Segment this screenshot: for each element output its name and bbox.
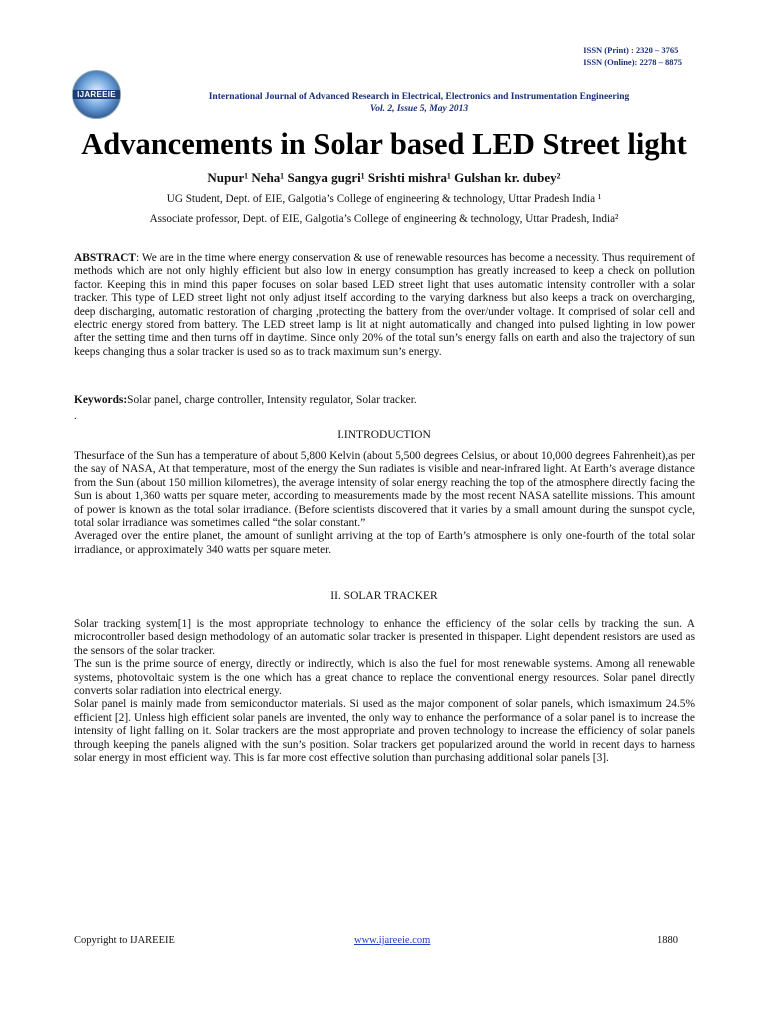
keywords	[74, 394, 695, 407]
abstract-text: : We are in the time where energy conservation & use of renewable resources has become a necessity. Thus requirement of methods which are not only highly efficient but also low in energy consumption has greatly increased to keep a check on pollution factor. Keeping this in mind this paper focuses on solar based LED street light that uses automatic intensity controller with a solar tracker. This type of LED street light not only adjust itself according to the varying darkness but also keeps a track on overcharging, deep discharging, automatic restoration of charging ,protecting the battery from the over/under voltage. It comprised of solar cell and electric energy stored from battery. The LED street lamp is lit at night automatically and changed into pulsed lighting in low power after the setting time and then turns off in daytime. Since only 20% of the total sun’s energy falls on earth and also the trajectory of sun keeps changing thus a solar tracker is used so as to track maximum sun’s energy.	[74, 252, 695, 358]
issn-block	[583, 44, 682, 68]
footer-url-link[interactable]: www.ijareeie.com	[354, 935, 431, 946]
journal-header	[130, 91, 708, 115]
journal-logo	[72, 70, 121, 119]
solar-tracker-paragraph: The sun is the prime source of energy, directly or indirectly, which is also the fuel for most renewable systems. Among all renewable systems, photovoltaic system is the one which has a great chance to replace the conventional energy resources. Solar panel directly converts solar radiation into electrical energy.	[74, 658, 695, 698]
section-heading-introduction: I.INTRODUCTION	[337, 429, 431, 441]
stray-dot: .	[74, 410, 77, 422]
abstract	[74, 252, 695, 359]
issn-print: ISSN (Print) : 2320 – 3765	[583, 45, 679, 55]
keywords-label: Keywords:	[74, 394, 128, 406]
author-list: Nupur¹ Neha¹ Sangya gugri¹ Srishti mishra¹ Gulshan kr. dubey²	[207, 170, 561, 185]
introduction-body	[74, 450, 695, 557]
footer-copyright: Copyright to IJAREEIE	[74, 935, 175, 946]
logo-text: IJAREEIE	[73, 90, 120, 99]
solar-tracker-paragraph: Solar panel is mainly made from semiconductor materials. Si used as the major component of solar panels, which ismaximum 24.5% efficient [2]. Unless high efficient solar panels are invented, the only way to enhance the performance of a solar panel is to increase the intensity of light falling on it. Solar trackers are the most appropriate and proven technology to increase the efficiency of solar panels through keeping the panels aligned with the sun’s position. Solar trackers get popularized around the world in recent days to harness solar energy in most efficient way. This is far more cost effective solution than purchasing additional solar panels [3].	[74, 698, 695, 765]
introduction-paragraph: Averaged over the entire planet, the amount of sunlight arriving at the top of Earth’s atmosphere is only one-fourth of the total solar irradiance, or approximately 340 watts per square meter.	[74, 530, 695, 556]
abstract-label: ABSTRACT	[74, 252, 137, 264]
solar-tracker-paragraph: Solar tracking system[1] is the most appropriate technology to enhance the efficiency of the solar cells by tracking the sun. A microcontroller based design methodology of an automatic solar tracker is presented in thispaper. Light dependent resistors are used as the sensors of the solar tracker.	[74, 618, 695, 657]
keywords-text: Solar panel, charge controller, Intensity regulator, Solar tracker.	[127, 394, 417, 406]
section-heading-solar-tracker: II. SOLAR TRACKER	[330, 590, 438, 602]
journal-name: International Journal of Advanced Research in Electrical, Electronics and Instrumentation Engineering	[208, 92, 630, 102]
introduction-paragraph: Thesurface of the Sun has a temperature of about 5,800 Kelvin (about 5,500 degrees Celsius, or about 10,000 degrees Fahrenheit),as per the say of NASA, At that temperature, most of the energy the Sun radiates is visible and near-infrared light. At Earth’s average distance from the Sun (about 150 million kilometres), the average intensity of solar energy reaching the top of the atmosphere directly facing the Sun is about 1,360 watts per square meter, according to measurements made by the most recent NASA satellite missions. This amount of power is known as the total solar irradiance. (Before scientists discovered that it varies by a small amount during the sunspot cycle, total solar irradiance was sometimes called “the solar constant.”	[74, 450, 695, 530]
solar-tracker-body	[74, 618, 695, 765]
affiliation-2: Associate professor, Dept. of EIE, Galgotia’s College of engineering & technology, Uttar Pradesh, India²	[149, 213, 619, 225]
paper-title: Advancements in Solar based LED Street light	[81, 127, 687, 161]
affiliation-1: UG Student, Dept. of EIE, Galgotia’s College of engineering & technology, Uttar Pradesh India ¹	[166, 193, 602, 205]
issn-online: ISSN (Online): 2278 – 8875	[583, 57, 682, 67]
page-number: 1880	[657, 935, 678, 946]
journal-volume: Vol. 2, Issue 5, May 2013	[369, 104, 469, 114]
